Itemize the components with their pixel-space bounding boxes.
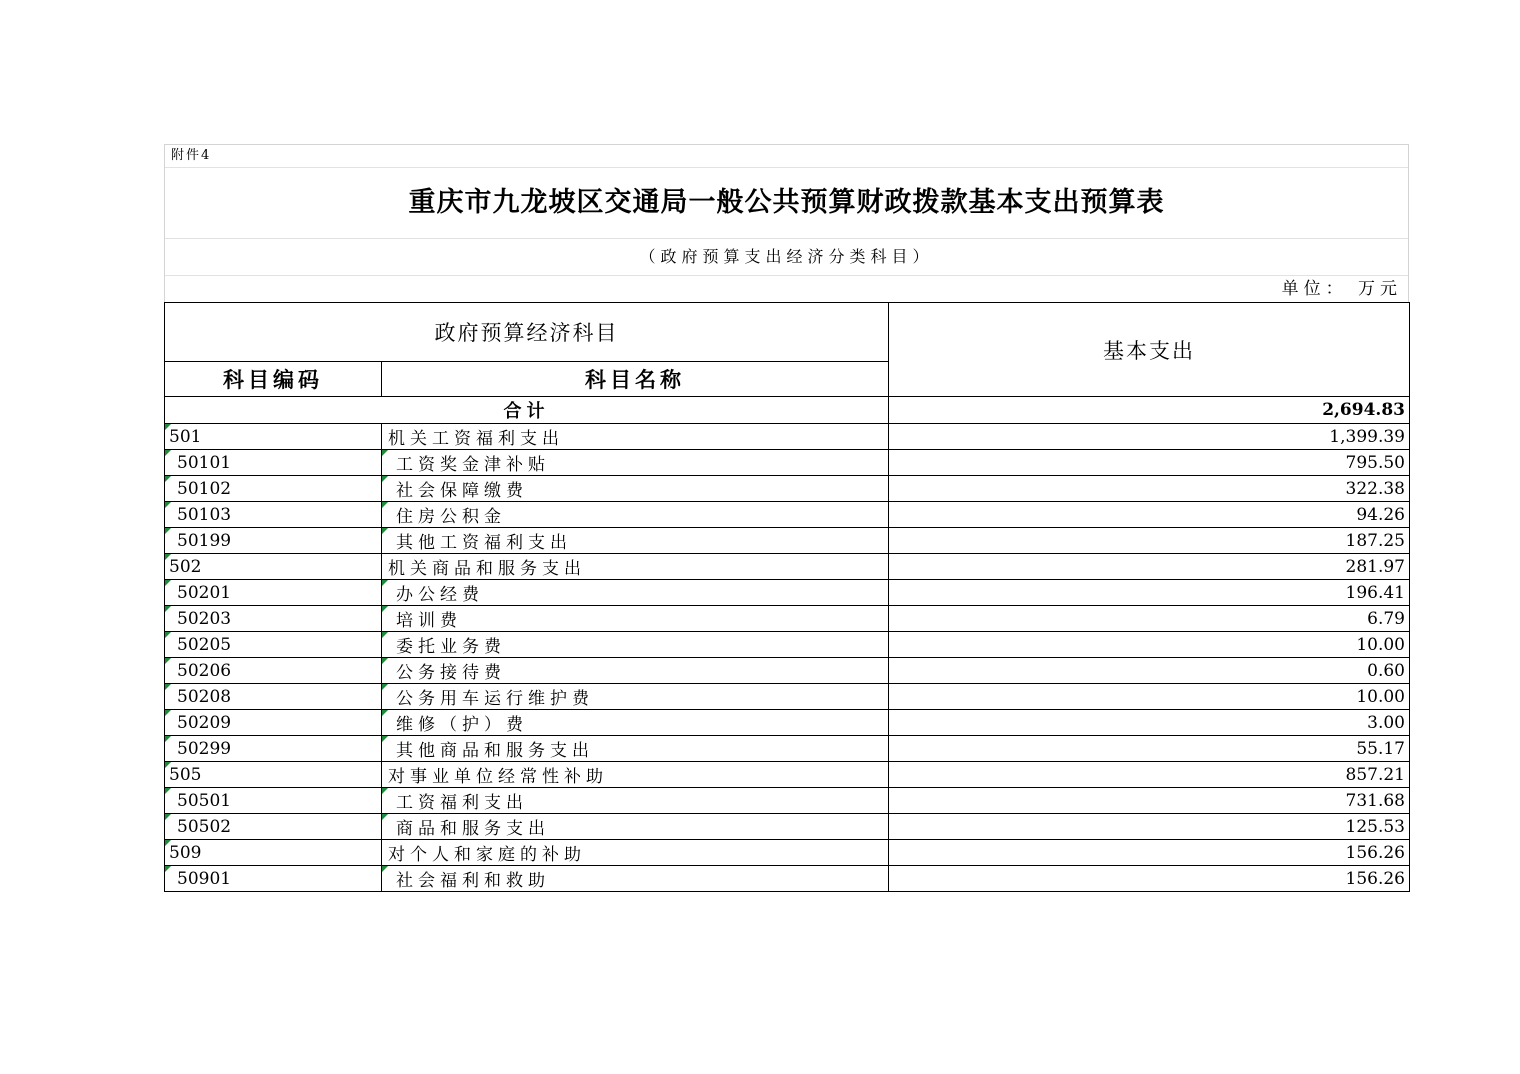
basic-expense-value: 795.50 bbox=[889, 450, 1410, 476]
subject-code: 50203 bbox=[165, 606, 382, 632]
subject-name: 对个人和家庭的补助 bbox=[382, 840, 889, 866]
subject-code: 50206 bbox=[165, 658, 382, 684]
table-row bbox=[165, 866, 1410, 892]
basic-expense-value: 0.60 bbox=[889, 658, 1410, 684]
table-row bbox=[165, 528, 1410, 554]
basic-expense-value: 187.25 bbox=[889, 528, 1410, 554]
total-label: 合计 bbox=[165, 397, 889, 424]
basic-expense-value: 857.21 bbox=[889, 762, 1410, 788]
table-row bbox=[165, 606, 1410, 632]
subject-code: 50201 bbox=[165, 580, 382, 606]
subject-name: 委托业务费 bbox=[382, 632, 889, 658]
header-code: 科目编码 bbox=[165, 362, 382, 397]
sheet-header bbox=[164, 144, 1409, 302]
basic-expense-value: 196.41 bbox=[889, 580, 1410, 606]
subject-code: 509 bbox=[165, 840, 382, 866]
basic-expense-value: 281.97 bbox=[889, 554, 1410, 580]
subject-name: 社会保障缴费 bbox=[382, 476, 889, 502]
subject-name: 维修（护）费 bbox=[382, 710, 889, 736]
basic-expense-value: 10.00 bbox=[889, 632, 1410, 658]
basic-expense-value: 94.26 bbox=[889, 502, 1410, 528]
table-row bbox=[165, 736, 1410, 762]
header-group: 政府预算经济科目 bbox=[165, 303, 889, 362]
budget-sheet bbox=[164, 144, 1409, 892]
total-row bbox=[165, 397, 1410, 424]
basic-expense-value: 55.17 bbox=[889, 736, 1410, 762]
table-row bbox=[165, 658, 1410, 684]
table-row bbox=[165, 502, 1410, 528]
subject-name: 办公经费 bbox=[382, 580, 889, 606]
table-row bbox=[165, 450, 1410, 476]
page-title: 重庆市九龙坡区交通局一般公共预算财政拨款基本支出预算表 bbox=[165, 168, 1408, 239]
basic-expense-value: 10.00 bbox=[889, 684, 1410, 710]
page-subtitle: （政府预算支出经济分类科目） bbox=[165, 239, 1408, 276]
subject-code: 50209 bbox=[165, 710, 382, 736]
table-row bbox=[165, 814, 1410, 840]
basic-expense-value: 6.79 bbox=[889, 606, 1410, 632]
basic-expense-value: 1,399.39 bbox=[889, 424, 1410, 450]
subject-name: 其他商品和服务支出 bbox=[382, 736, 889, 762]
subject-code: 501 bbox=[165, 424, 382, 450]
subject-name: 商品和服务支出 bbox=[382, 814, 889, 840]
subject-name: 培训费 bbox=[382, 606, 889, 632]
subject-code: 50502 bbox=[165, 814, 382, 840]
subject-code: 50901 bbox=[165, 866, 382, 892]
subject-code: 50101 bbox=[165, 450, 382, 476]
table-row bbox=[165, 632, 1410, 658]
basic-expense-value: 731.68 bbox=[889, 788, 1410, 814]
subject-code: 50299 bbox=[165, 736, 382, 762]
subject-name: 工资福利支出 bbox=[382, 788, 889, 814]
header-basic-expense: 基本支出 bbox=[889, 303, 1410, 397]
header-row-group bbox=[165, 303, 1410, 362]
table-row bbox=[165, 554, 1410, 580]
subject-name: 其他工资福利支出 bbox=[382, 528, 889, 554]
subject-code: 50501 bbox=[165, 788, 382, 814]
subject-name: 公务接待费 bbox=[382, 658, 889, 684]
total-value: 2,694.83 bbox=[889, 397, 1410, 424]
header-name: 科目名称 bbox=[382, 362, 889, 397]
subject-name: 工资奖金津补贴 bbox=[382, 450, 889, 476]
basic-expense-value: 156.26 bbox=[889, 866, 1410, 892]
table-row bbox=[165, 710, 1410, 736]
subject-code: 50205 bbox=[165, 632, 382, 658]
table-row bbox=[165, 580, 1410, 606]
basic-expense-value: 3.00 bbox=[889, 710, 1410, 736]
subject-code: 50199 bbox=[165, 528, 382, 554]
subject-code: 502 bbox=[165, 554, 382, 580]
table-row bbox=[165, 788, 1410, 814]
table-row bbox=[165, 684, 1410, 710]
table-row bbox=[165, 424, 1410, 450]
table-row bbox=[165, 476, 1410, 502]
table-row bbox=[165, 840, 1410, 866]
attachment-label: 附件4 bbox=[165, 145, 1408, 168]
subject-name: 社会福利和救助 bbox=[382, 866, 889, 892]
table-row bbox=[165, 762, 1410, 788]
subject-name: 公务用车运行维护费 bbox=[382, 684, 889, 710]
unit-label: 单位： 万元 bbox=[1281, 279, 1402, 299]
subject-code: 50208 bbox=[165, 684, 382, 710]
subject-code: 505 bbox=[165, 762, 382, 788]
subject-name: 对事业单位经常性补助 bbox=[382, 762, 889, 788]
subject-name: 住房公积金 bbox=[382, 502, 889, 528]
basic-expense-value: 322.38 bbox=[889, 476, 1410, 502]
subject-name: 机关商品和服务支出 bbox=[382, 554, 889, 580]
subject-code: 50103 bbox=[165, 502, 382, 528]
subject-code: 50102 bbox=[165, 476, 382, 502]
basic-expense-value: 156.26 bbox=[889, 840, 1410, 866]
basic-expense-value: 125.53 bbox=[889, 814, 1410, 840]
subject-name: 机关工资福利支出 bbox=[382, 424, 889, 450]
budget-table bbox=[164, 302, 1410, 892]
